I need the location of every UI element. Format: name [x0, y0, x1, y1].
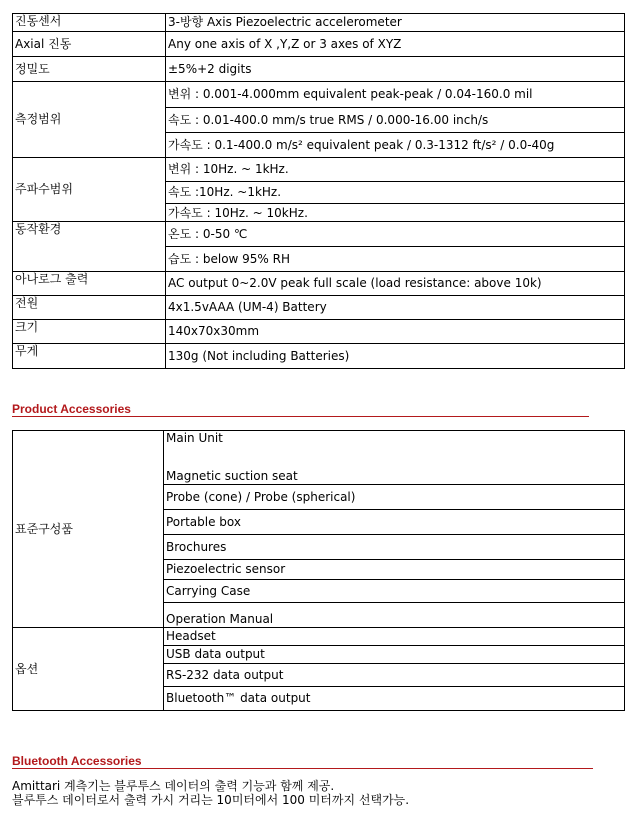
bluetooth-accessories-title: Bluetooth Accessories [12, 754, 142, 768]
spec-value: 가속도 : 10Hz. ~ 10kHz. [166, 204, 625, 222]
accessory-item: Piezoelectric sensor [164, 560, 625, 580]
spec-value: AC output 0~2.0V peak full scale (load resistance: above 10k) [166, 272, 625, 296]
accessory-item: Brochures [164, 535, 625, 560]
spec-row [13, 344, 625, 369]
spec-row [13, 57, 625, 82]
accessory-item: Probe (cone) / Probe (spherical) [164, 485, 625, 510]
spec-label: 동작환경 [13, 222, 166, 272]
accessory-item: Headset [164, 628, 625, 646]
spec-row [13, 272, 625, 296]
accessory-item: Portable box [164, 510, 625, 535]
spec-row [13, 14, 625, 32]
spec-label: Axial 진동 [13, 32, 166, 57]
bluetooth-line: 블루투스 데이터로서 출력 가시 거리는 10미터에서 100 미터까지 선택가능. [12, 793, 410, 807]
spec-value: 가속도 : 0.1-400.0 m/s² equivalent peak / 0.3-1312 ft/s² / 0.0-40g [166, 133, 625, 158]
spec-value: 속도 : 0.01-400.0 mm/s true RMS / 0.000-16.00 inch/s [166, 108, 625, 133]
section-divider [12, 416, 589, 417]
spec-value: 온도 : 0-50 ℃ [166, 222, 625, 247]
accessories-table [12, 430, 625, 711]
spec-value: 130g (Not including Batteries) [166, 344, 625, 369]
spec-row [13, 32, 625, 57]
accessory-row [13, 628, 625, 646]
standard-label: 표준구성품 [13, 431, 164, 628]
spec-row [13, 222, 625, 247]
spec-value: 4x1.5vAAA (UM-4) Battery [166, 296, 625, 320]
accessory-item: Operation Manual [164, 603, 625, 628]
bluetooth-line: Amittari 계측기는 블루투스 데이터의 출력 기능과 함께 제공. [12, 779, 335, 793]
section-divider [12, 768, 593, 769]
spec-row [13, 320, 625, 344]
spec-value: 변위 : 0.001-4.000mm equivalent peak-peak / 0.04-160.0 mil [166, 82, 625, 108]
spec-label: 아나로그 출력 [13, 272, 166, 296]
spec-value: 습도 : below 95% RH [166, 247, 625, 272]
accessory-item: USB data output [164, 646, 625, 664]
spec-label: 주파수범위 [13, 158, 166, 222]
spec-value: 3-방향 Axis Piezoelectric accelerometer [166, 14, 625, 32]
accessory-item: Main Unit [164, 431, 625, 457]
accessory-item: Bluetooth™ data output [164, 687, 625, 711]
spec-value: ±5%+2 digits [166, 57, 625, 82]
accessory-item: Carrying Case [164, 580, 625, 603]
spec-value: 변위 : 10Hz. ~ 1kHz. [166, 158, 625, 182]
spec-value: 140x70x30mm [166, 320, 625, 344]
spec-row [13, 158, 625, 182]
product-accessories-title: Product Accessories [12, 402, 131, 416]
spec-row [13, 82, 625, 108]
accessory-item: Magnetic suction seat [164, 457, 625, 485]
options-label: 옵션 [13, 628, 164, 711]
spec-label: 전원 [13, 296, 166, 320]
spec-table [12, 13, 625, 369]
spec-value: Any one axis of X ,Y,Z or 3 axes of XYZ [166, 32, 625, 57]
spec-label: 측정범위 [13, 82, 166, 158]
spec-label: 정밀도 [13, 57, 166, 82]
accessory-row [13, 431, 625, 457]
spec-label: 크기 [13, 320, 166, 344]
accessory-item: RS-232 data output [164, 664, 625, 687]
spec-label: 무게 [13, 344, 166, 369]
bluetooth-description [12, 779, 409, 807]
spec-value: 속도 :10Hz. ~1kHz. [166, 182, 625, 204]
spec-row [13, 296, 625, 320]
spec-label: 진동센서 [13, 14, 166, 32]
